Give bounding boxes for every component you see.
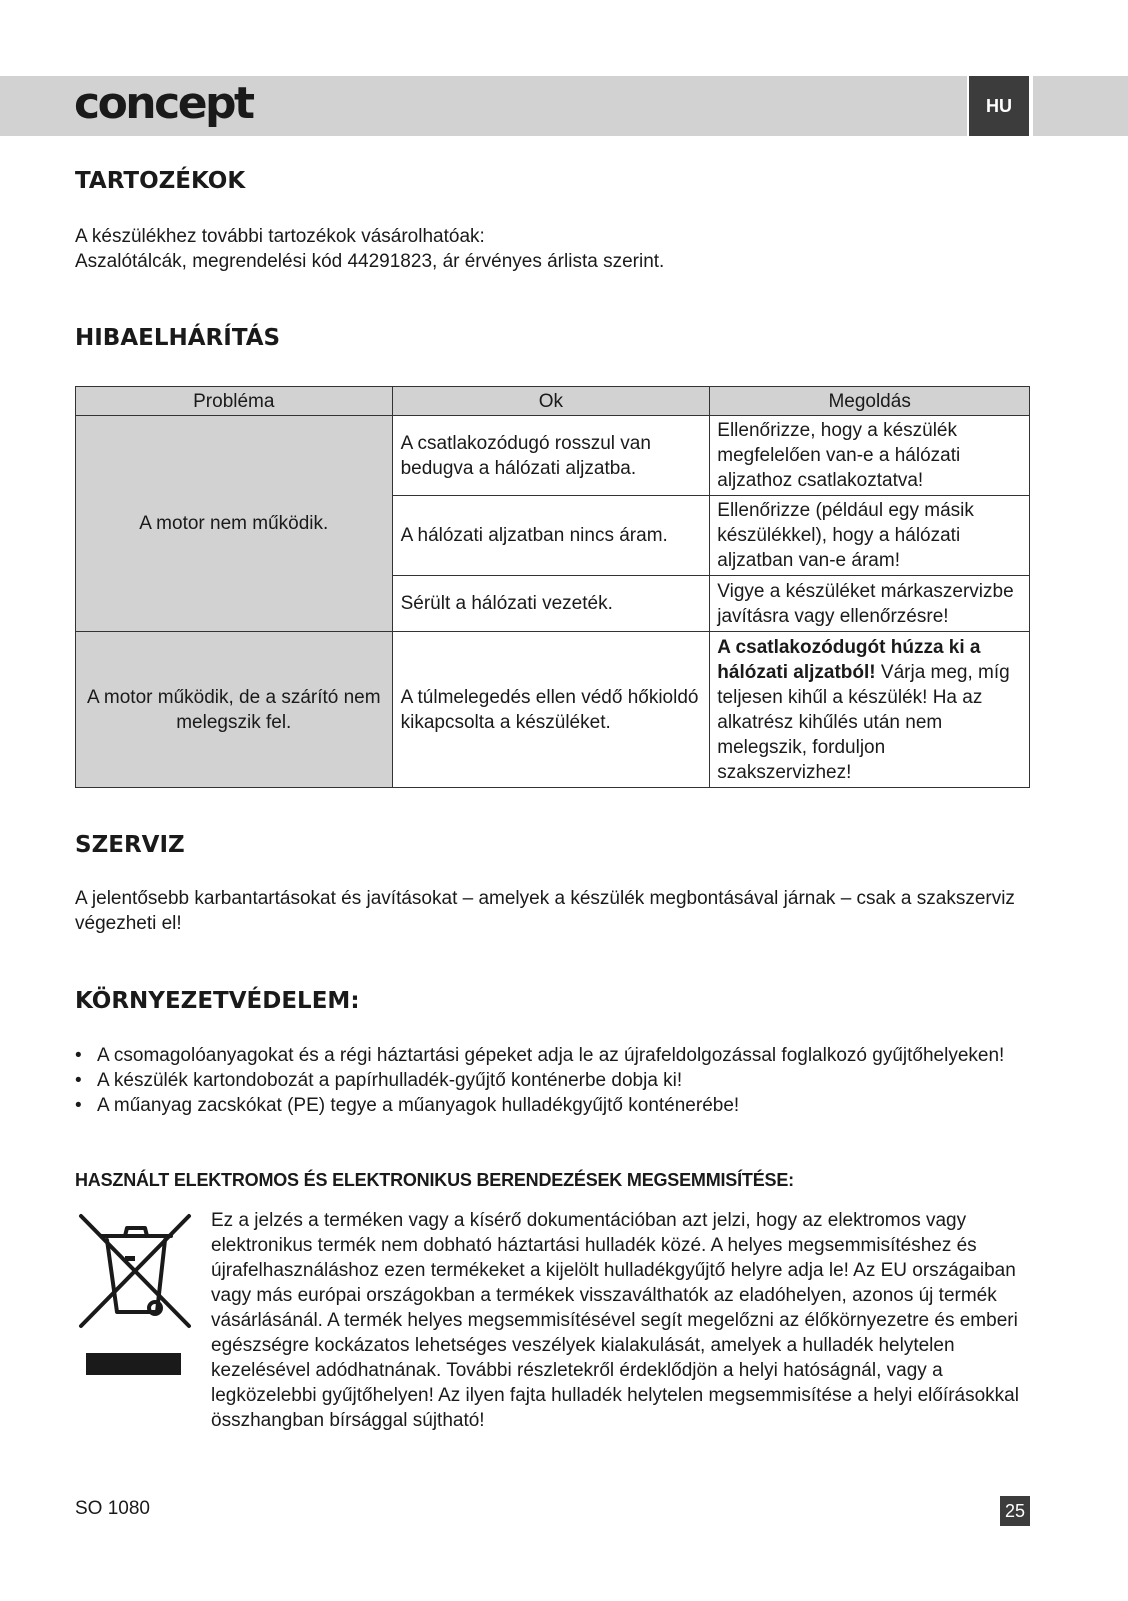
- list-item: • A műanyag zacskókat (PE) tegye a műanyagok hulladékgyűjtő konténerébe!: [75, 1093, 1025, 1118]
- cause-cell: A hálózati aljzatban nincs áram.: [392, 496, 710, 576]
- accessories-heading: TARTOZÉKOK: [75, 168, 246, 194]
- weee-heading: HASZNÁLT ELEKTROMOS ÉS ELEKTRONIKUS BERENDEZÉSEK MEGSEMMISÍTÉSE:: [75, 1170, 794, 1190]
- column-header-problem: Probléma: [76, 387, 393, 416]
- weee-text: Ez a jelzés a terméken vagy a kísérő dokumentációban azt jelzi, hogy az elektromos vagy elektronikus termék nem dobható háztartási hulladék közé. A helyes megsemmisítéshez és újrafelhasználáshoz ezen termékeket a kijelölt hulladékgyűjtő helyre adja le! Az EU országaiban vagy más európai országokban a termékek visszaválthatók az eladóhelyen, azonos új termék vásárlásánál. A termék helyes megsemmisítésével segít megelőzni az élőkörnyezetre és emberi egészségre kockázatos lehetséges veszélyek kialakulását, amelyek a hulladék helytelen kezelésével adódhatnának. További részletekről érdeklődjön a helyi hatóságnál, vagy a legközelebbi gyűjtőhelyen! Az ilyen fajta hulladék helytelen megsemmisítése a helyi előírásokkal összhangban bírsággal sújtható!: [211, 1210, 1019, 1431]
- header-bar-right: [1033, 76, 1128, 136]
- solution-cell: Vigye a készüléket márkaszervizbe javításra vagy ellenőrzésre!: [710, 576, 1030, 632]
- cause-cell: Sérült a hálózati vezeték.: [392, 576, 710, 632]
- solution-rest-text: Várja meg, míg teljesen kihűl a készülék! Ha az alkatrész kihűlés után nem melegszik, forduljon szakszervizhez!: [717, 661, 1010, 783]
- accessories-line-2: Aszalótálcák, megrendelési kód 44291823, ár érvényes árlista szerint.: [75, 251, 665, 272]
- language-badge: HU: [969, 76, 1029, 136]
- cause-cell: A túlmelegedés ellen védő hőkioldó kikapcsolta a készüléket.: [392, 632, 710, 788]
- accessories-text: [75, 224, 1035, 274]
- list-item: • A készülék kartondobozát a papírhulladék-gyűjtő konténerbe dobja ki!: [75, 1068, 1025, 1093]
- solution-cell: [710, 632, 1030, 788]
- page-number: 25: [1000, 1496, 1030, 1526]
- environment-list: [75, 1043, 1025, 1118]
- column-header-cause: Ok: [392, 387, 710, 416]
- cause-cell: A csatlakozódugó rosszul van bedugva a hálózati aljzatba.: [392, 416, 710, 496]
- solution-cell: Ellenőrizze (például egy másik készülékkel), hogy a hálózati aljzatban van-e áram!: [710, 496, 1030, 576]
- table-header-row: [76, 387, 1030, 416]
- service-heading: SZERVIZ: [75, 832, 185, 858]
- crossed-out-wheelie-bin-icon: [77, 1212, 193, 1380]
- problem-cell: A motor működik, de a szárító nem melegszik fel.: [76, 632, 393, 788]
- solution-bold-text: A csatlakozódugót húzza ki a hálózati aljzatból!: [717, 636, 981, 683]
- model-number: SO 1080: [75, 1498, 150, 1519]
- environment-heading: KÖRNYEZETVÉDELEM:: [75, 988, 360, 1014]
- solution-cell: Ellenőrizze, hogy a készülék megfelelően van-e a hálózati aljzathoz csatlakoztatva!: [710, 416, 1030, 496]
- table-row: [76, 416, 1030, 496]
- list-item: • A csomagolóanyagokat és a régi háztartási gépeket adja le az újrafeldolgozással foglalkozó gyűjtőhelyeken!: [75, 1043, 1025, 1068]
- accessories-line-1: A készülékhez további tartozékok vásárolhatóak:: [75, 226, 485, 247]
- troubleshooting-heading: HIBAELHÁRÍTÁS: [75, 325, 281, 351]
- service-text: A jelentősebb karbantartásokat és javításokat – amelyek a készülék megbontásával járnak – csak a szakszerviz végezheti el!: [75, 888, 1015, 934]
- problem-cell: A motor nem működik.: [76, 416, 393, 632]
- troubleshooting-table: [75, 386, 1030, 788]
- column-header-solution: Megoldás: [710, 387, 1030, 416]
- brand-logo: concept: [74, 78, 253, 129]
- table-row: [76, 632, 1030, 788]
